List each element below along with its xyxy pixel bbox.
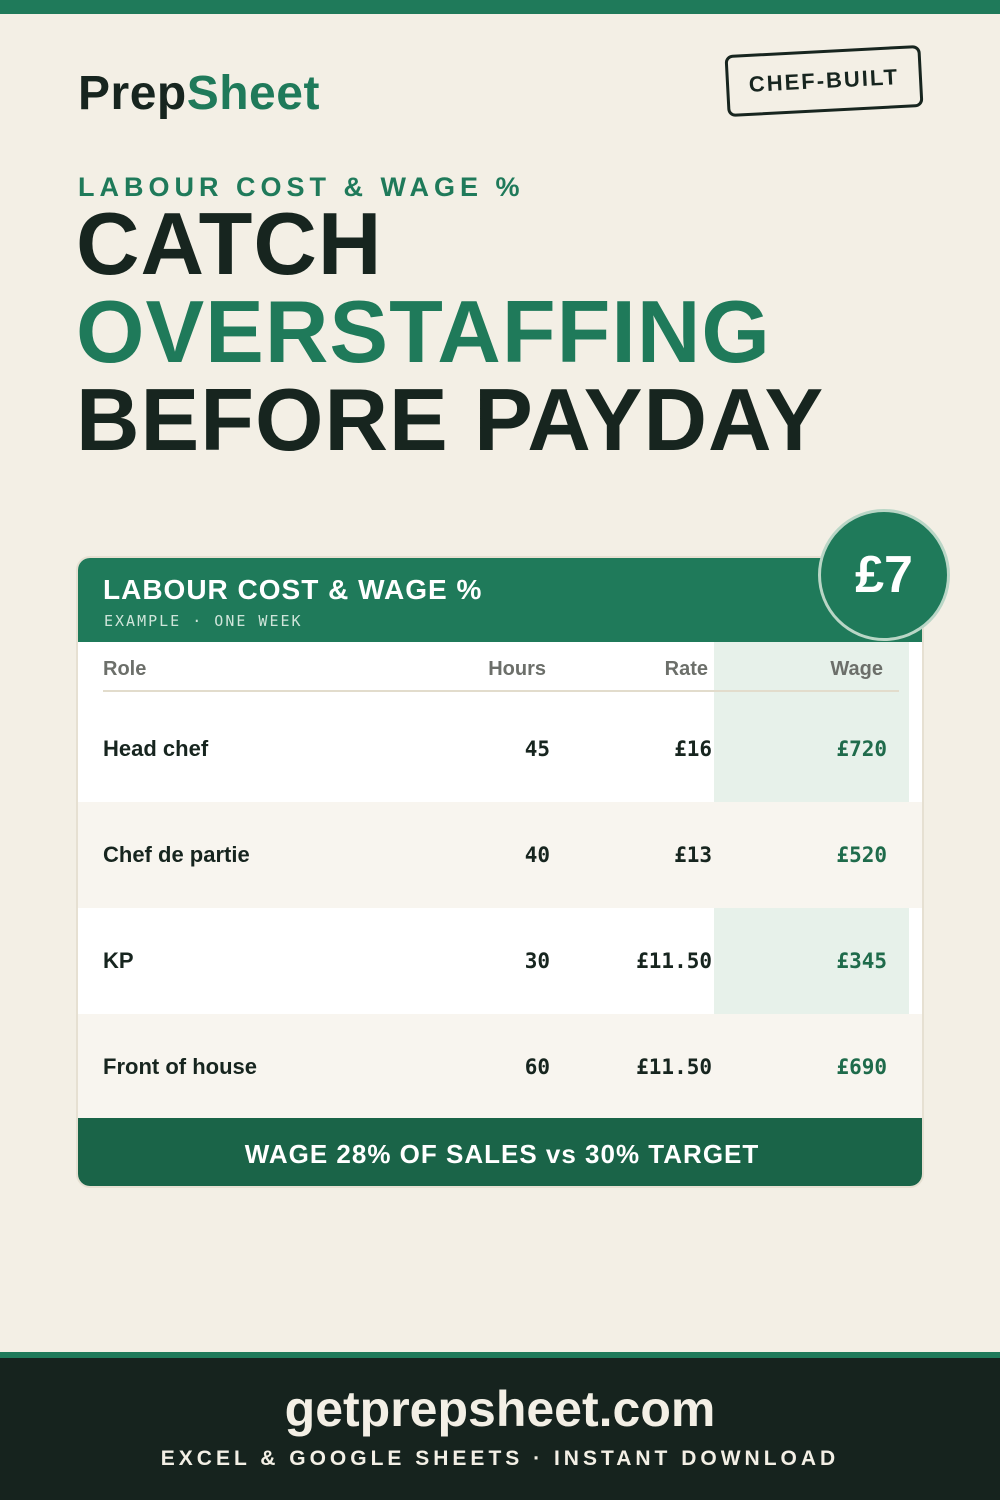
- role-cell: Chef de partie: [103, 842, 250, 867]
- rate-cell: £13: [674, 843, 712, 867]
- wage-cell: £690: [836, 1055, 887, 1079]
- hero-eyebrow: LABOUR COST & WAGE %: [78, 172, 525, 202]
- hours-cell: 30: [524, 949, 550, 973]
- top-accent-bar: [0, 0, 1000, 14]
- column-header-wage: Wage: [830, 658, 883, 680]
- website-link[interactable]: getprepsheet.com: [284, 1381, 716, 1437]
- header-divider: [103, 690, 899, 692]
- price-badge: £7: [818, 509, 950, 641]
- chef-built-stamp: CHEF-BUILT: [725, 45, 924, 117]
- headline-line-3: BEFORE PAYDAY: [76, 370, 825, 469]
- labour-cost-card: [76, 556, 924, 1188]
- table-row: [78, 908, 924, 1014]
- wage-cell: £520: [836, 843, 887, 867]
- table-row: [78, 802, 924, 908]
- brand-name-part1: Prep: [78, 67, 187, 120]
- footer-tagline: EXCEL & GOOGLE SHEETS · INSTANT DOWNLOAD: [160, 1447, 840, 1470]
- column-header-role: Role: [103, 658, 147, 680]
- column-header-hours: Hours: [488, 658, 546, 680]
- table-row: [78, 1014, 924, 1120]
- card-title: LABOUR COST & WAGE %: [103, 574, 483, 605]
- rate-cell: £11.50: [636, 949, 712, 973]
- headline-line-1: CATCH: [76, 194, 383, 293]
- role-cell: Head chef: [103, 736, 209, 761]
- card-header: [78, 558, 924, 642]
- headline-line-2: OVERSTAFFING: [76, 282, 771, 381]
- table-row: [78, 696, 924, 802]
- brand-logo: [78, 66, 320, 121]
- column-header-rate: Rate: [664, 658, 708, 680]
- hours-cell: 45: [524, 737, 550, 761]
- role-cell: KP: [103, 948, 134, 973]
- role-cell: Front of house: [103, 1054, 257, 1079]
- hours-cell: 40: [524, 843, 550, 867]
- hours-cell: 60: [524, 1055, 550, 1079]
- wage-cell: £345: [836, 949, 887, 973]
- wage-summary-bar: WAGE 28% OF SALES vs 30% TARGET: [78, 1118, 924, 1188]
- rate-cell: £16: [674, 737, 712, 761]
- brand-name-part2: Sheet: [186, 67, 320, 120]
- wage-cell: £720: [836, 737, 887, 761]
- footer-band: [0, 1358, 1000, 1500]
- rate-cell: £11.50: [636, 1055, 712, 1079]
- card-subtitle: EXAMPLE · ONE WEEK: [104, 612, 303, 630]
- hero-headline: [76, 194, 825, 469]
